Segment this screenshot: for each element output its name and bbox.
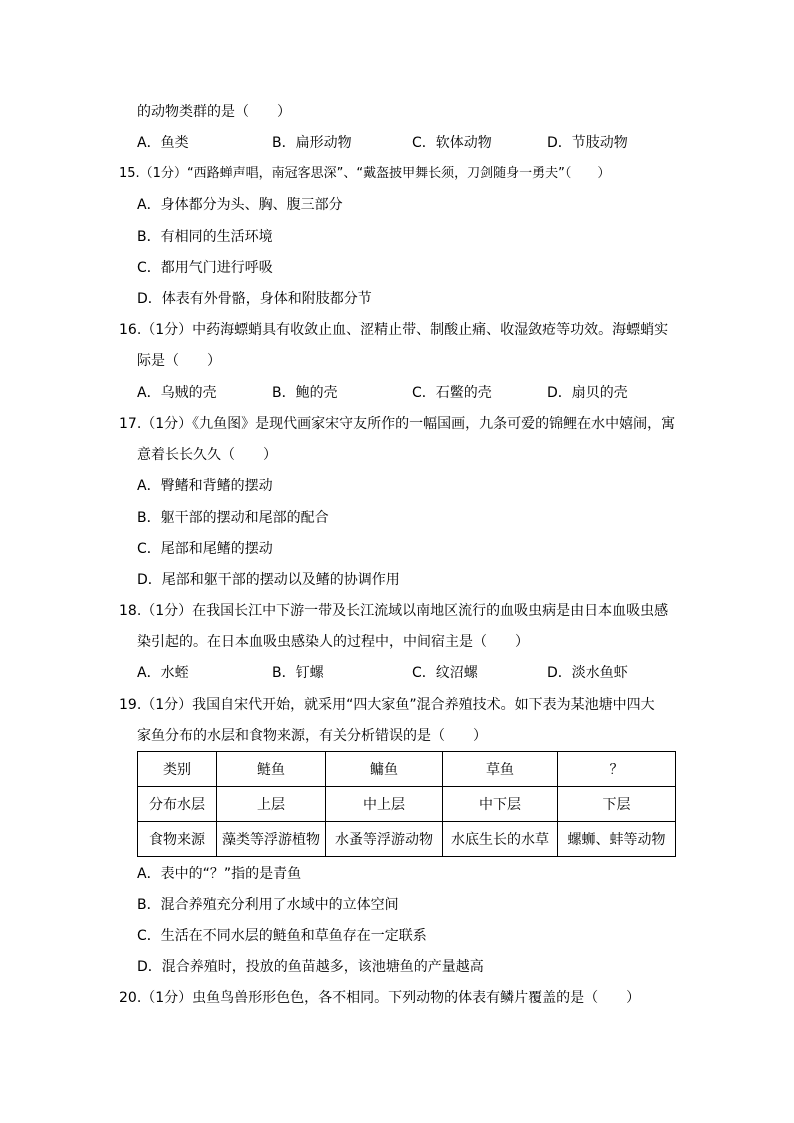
q17-option-d[interactable]: D．尾部和躯干部的摆动以及鳍的协调作用 bbox=[137, 572, 400, 588]
table-cell: 水底生长的水草 bbox=[443, 822, 558, 857]
q16-stem-line1: 16.（1分）中药海螵蛸具有收敛止血、涩精止带、制酸止痛、收湿敛疮等功效。海螵蛸实 bbox=[119, 322, 669, 338]
q18-option-a[interactable]: A．水蛭 bbox=[137, 665, 189, 681]
table-row bbox=[138, 787, 676, 822]
q18-option-d[interactable]: D．淡水鱼虾 bbox=[547, 665, 628, 681]
table-cell: 下层 bbox=[558, 787, 676, 822]
q20-stem: 20.（1分）虫鱼鸟兽形形色色，各不相同。下列动物的体表有鳞片覆盖的是（ ） bbox=[119, 990, 641, 1006]
q18-option-b[interactable]: B．钉螺 bbox=[272, 665, 324, 681]
table-header-cell: 草鱼 bbox=[443, 752, 558, 787]
q14-option-a[interactable]: A．鱼类 bbox=[137, 135, 189, 151]
table-header-cell: 鳙鱼 bbox=[326, 752, 443, 787]
q15-stem: 15.（1分）“西路蝉声唱，南冠客思深”、“戴盔披甲舞长须，刀剑随身一勇夫”（ ） bbox=[119, 166, 611, 181]
q14-stem-continuation: 的动物类群的是（ ） bbox=[137, 104, 291, 120]
q14-option-d[interactable]: D．节肢动物 bbox=[547, 135, 628, 151]
q16-option-d[interactable]: D．扇贝的壳 bbox=[547, 385, 628, 401]
q18-option-c[interactable]: C．纹沼螺 bbox=[412, 665, 478, 681]
table-cell: 中上层 bbox=[326, 787, 443, 822]
table-cell: 螺蛳、蚌等动物 bbox=[558, 822, 676, 857]
q17-option-c[interactable]: C．尾部和尾鳍的摆动 bbox=[137, 541, 273, 557]
table-cell: 食物来源 bbox=[138, 822, 217, 857]
table-cell: 水蚤等浮游动物 bbox=[326, 822, 443, 857]
table-cell: 中下层 bbox=[443, 787, 558, 822]
q15-option-a[interactable]: A．身体都分为头、胸、腹三部分 bbox=[137, 197, 343, 213]
q17-stem-line2: 意着长长久久（ ） bbox=[137, 447, 277, 463]
q19-stem-line1: 19.（1分）我国自宋代开始，就采用“四大家鱼”混合养殖技术。如下表为某池塘中四大 bbox=[119, 697, 655, 713]
q18-stem-line1: 18.（1分）在我国长江中下游一带及长江流域以南地区流行的血吸虫病是由日本血吸虫感 bbox=[119, 603, 669, 619]
table-header-cell: 鲢鱼 bbox=[217, 752, 326, 787]
table-cell: 藻类等浮游植物 bbox=[217, 822, 326, 857]
table-cell: 分布水层 bbox=[138, 787, 217, 822]
table-header-cell: 类别 bbox=[138, 752, 217, 787]
table-header-cell: ？ bbox=[558, 752, 676, 787]
table-row bbox=[138, 822, 676, 857]
q14-option-b[interactable]: B．扁形动物 bbox=[272, 135, 352, 151]
q15-option-d[interactable]: D．体表有外骨骼，身体和附肢都分节 bbox=[137, 291, 372, 307]
q17-option-b[interactable]: B．躯干部的摆动和尾部的配合 bbox=[137, 510, 329, 526]
q16-option-a[interactable]: A．乌贼的壳 bbox=[137, 385, 217, 401]
q17-option-a[interactable]: A．臀鳍和背鳍的摆动 bbox=[137, 478, 273, 494]
q15-option-c[interactable]: C．都用气门进行呼吸 bbox=[137, 260, 273, 276]
q16-stem-line2: 际是（ ） bbox=[137, 353, 221, 369]
table-cell: 上层 bbox=[217, 787, 326, 822]
q19-option-b[interactable]: B．混合养殖充分利用了水域中的立体空间 bbox=[137, 897, 399, 913]
q16-option-c[interactable]: C．石鳖的壳 bbox=[412, 385, 492, 401]
q19-option-a[interactable]: A．表中的“？”指的是青鱼 bbox=[137, 866, 302, 882]
q19-stem-line2: 家鱼分布的水层和食物来源，有关分析错误的是（ ） bbox=[137, 728, 487, 744]
q14-option-c[interactable]: C．软体动物 bbox=[412, 135, 492, 151]
q19-option-c[interactable]: C．生活在不同水层的鲢鱼和草鱼存在一定联系 bbox=[137, 928, 427, 944]
table-header-row bbox=[138, 752, 676, 787]
q15-option-b[interactable]: B．有相同的生活环境 bbox=[137, 229, 273, 245]
q18-stem-line2: 染引起的。在日本血吸虫感染人的过程中，中间宿主是（ ） bbox=[137, 634, 529, 650]
q17-stem-line1: 17.（1分）《九鱼图》是现代画家宋守友所作的一幅国画，九条可爱的锦鲤在水中嬉闹，寓 bbox=[119, 416, 676, 432]
q16-option-b[interactable]: B．鲍的壳 bbox=[272, 385, 338, 401]
q19-option-d[interactable]: D．混合养殖时，投放的鱼苗越多，该池塘鱼的产量越高 bbox=[137, 959, 484, 975]
fish-distribution-table bbox=[137, 751, 676, 857]
